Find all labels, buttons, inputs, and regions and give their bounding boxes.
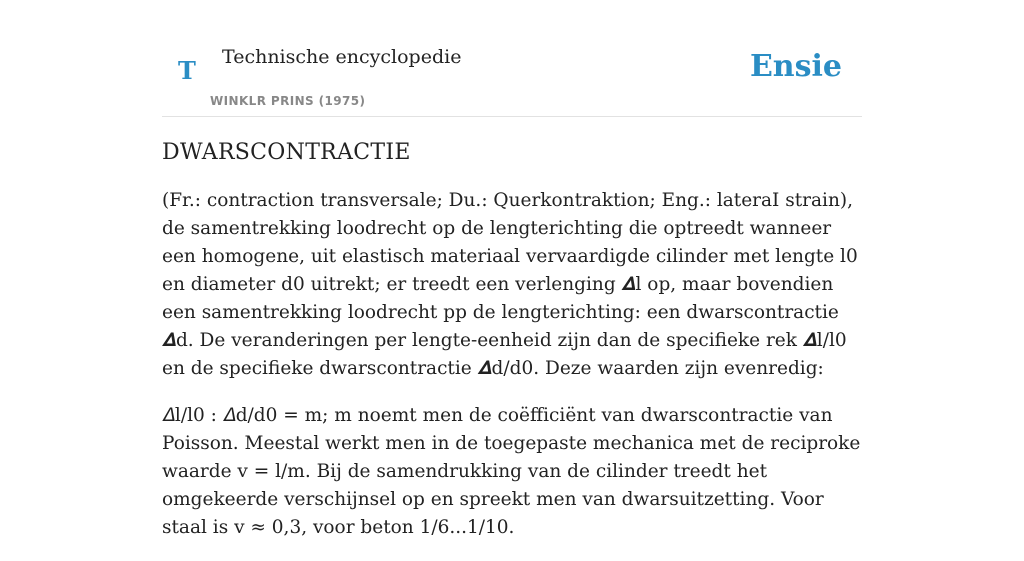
header: [162, 0, 862, 117]
book-subtitle: WINKLR PRINS (1975): [210, 94, 366, 108]
entry-title: DWARSCONTRACTIE: [162, 140, 411, 165]
brand-logo[interactable]: Ensie: [749, 49, 842, 84]
article-paragraph: (Fr.: contraction transversale; Du.: Querkontraktion; Eng.: lateraI strain), de samentrekking loodrecht op de lengterichting die optreedt wanneer een homogene, uit elastisch materiaal vervaardigde cilinder met lengte l0 en diameter d0 uitrekt; er treedt een verlenging 𝜟l op, maar bovendien een samentrekking loodrecht pp de lengterichting: een dwarscontractie 𝜟d. De veranderingen per lengte-eenheid zijn dan de specifieke rek 𝜟l/l0 en de specifieke dwarscontractie 𝜟d/d0. Deze waarden zijn evenredig:: [162, 190, 858, 379]
book-letter-icon: T: [178, 56, 196, 85]
article-paragraph: 𝛥l/l0 : 𝛥d/d0 = m; m noemt men de coëfficiënt van dwarscontractie van Poisson. Meestal werkt men in de toegepaste mechanica met de reciproke waarde v = l/m. Bij de samendrukking van de cilinder treedt het omgekeerde verschijnsel op en spreekt men van dwarsuitzetting. Voor staal is v ≈ 0,3, voor beton 1/6...1/10.: [162, 405, 861, 538]
book-title[interactable]: Technische encyclopedie: [222, 46, 462, 68]
article: [162, 140, 862, 561]
